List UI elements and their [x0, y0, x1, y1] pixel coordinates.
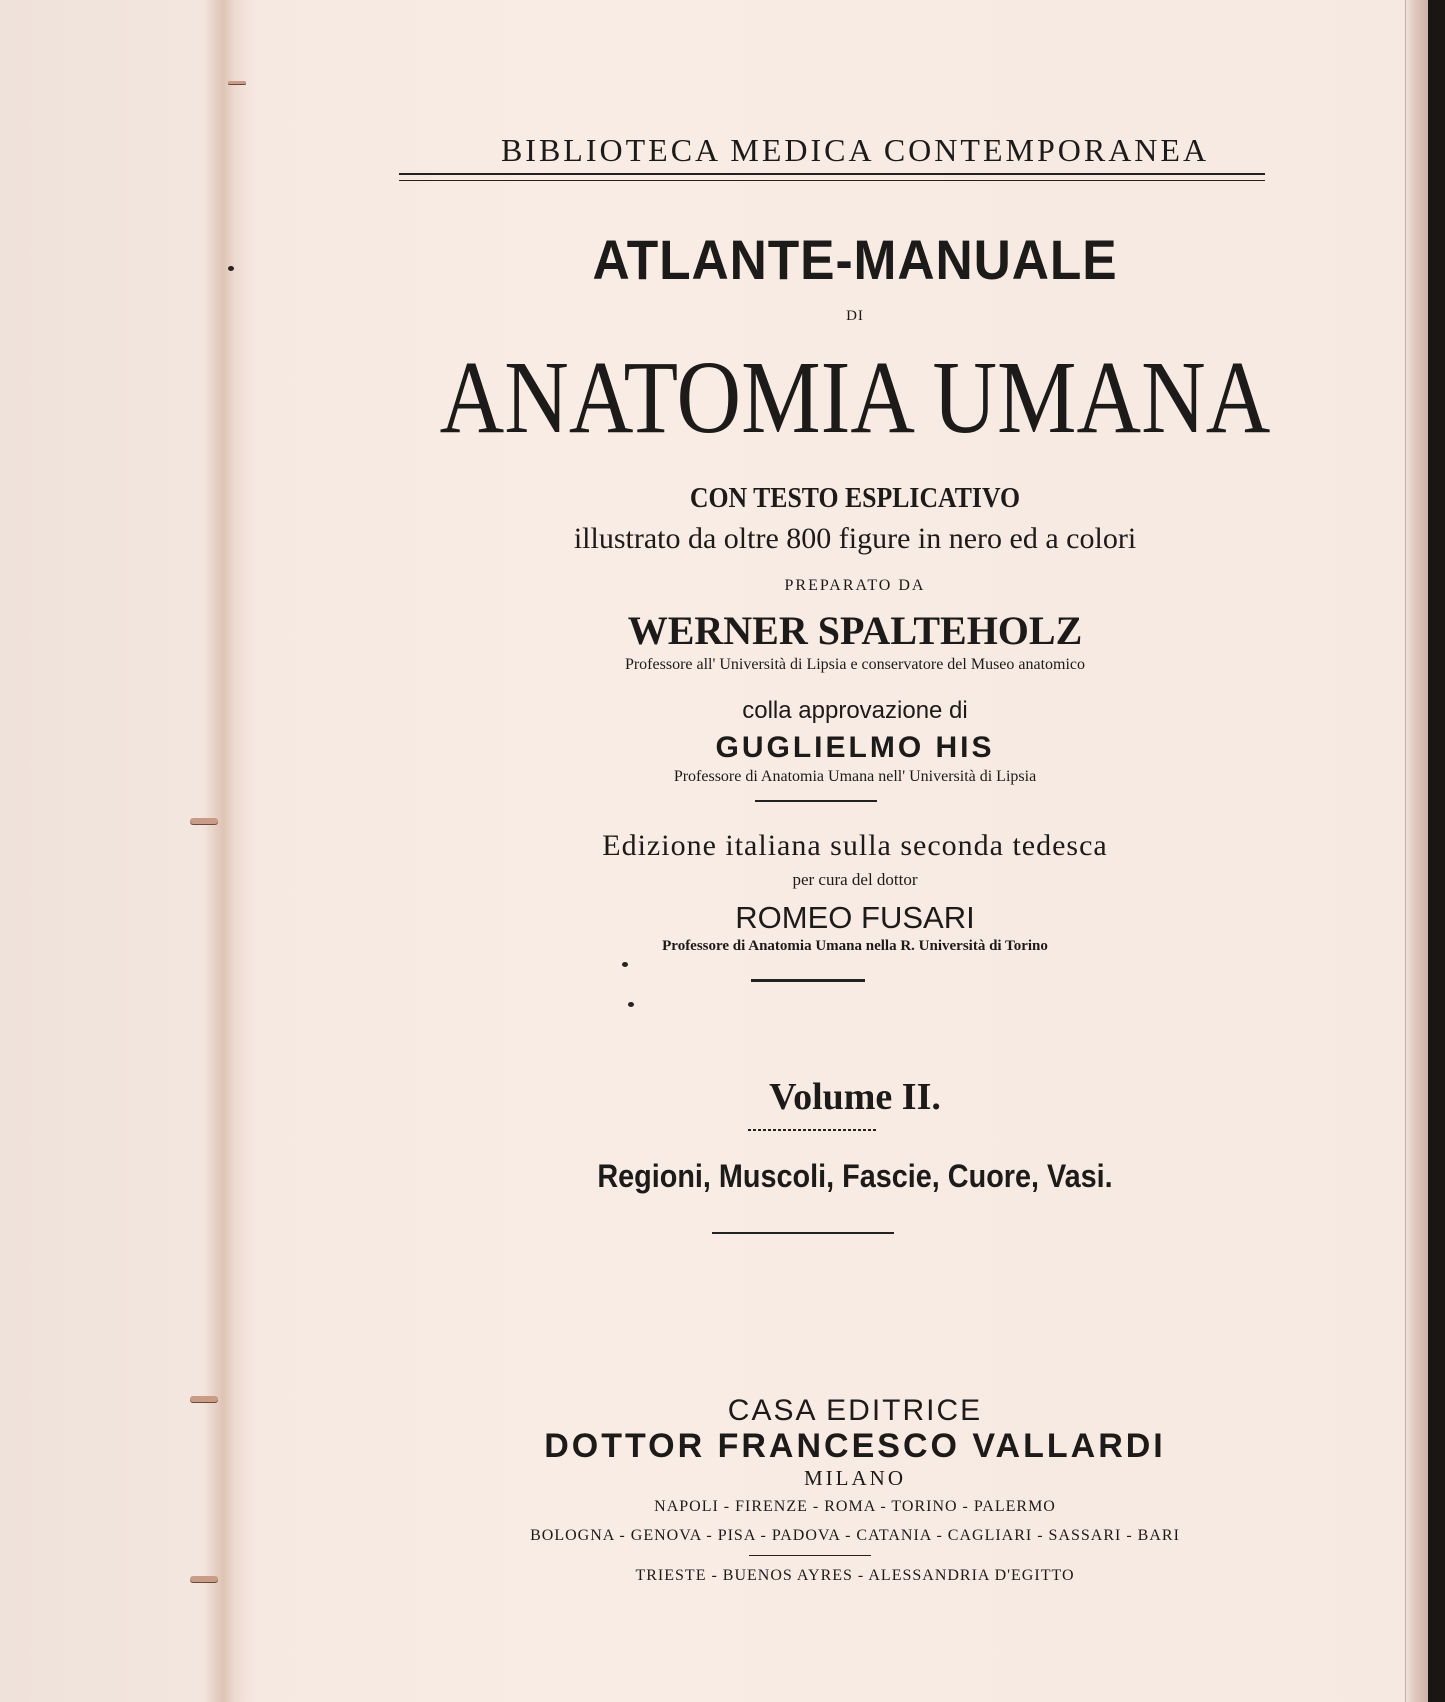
branch-cities-1: NAPOLI - FIRENZE - ROMA - TORINO - PALERMO: [654, 1498, 1056, 1515]
divider: [712, 1232, 894, 1234]
branch-cities-2: BOLOGNA - GENOVA - PISA - PADOVA - CATANIA - CAGLIARI - SASSARI - BARI: [530, 1527, 1180, 1544]
binding-stitch: [190, 1576, 218, 1582]
binding-stitch: [190, 1396, 218, 1402]
publisher-name: DOTTOR FRANCESCO VALLARDI: [544, 1427, 1166, 1465]
editor-intro: per cura del dottor: [792, 870, 918, 889]
approval-line: colla approvazione di: [742, 697, 968, 724]
divider: [755, 800, 877, 802]
title-di: DI: [846, 308, 864, 324]
title-top: ATLANTE-MANUALE: [592, 228, 1118, 291]
series-title: BIBLIOTECA MEDICA CONTEMPORANEA: [500, 132, 1210, 168]
divider: [751, 979, 865, 982]
binding-stitch: [190, 818, 218, 824]
binding-stitch: [228, 81, 246, 84]
illustrated-line: illustrato da oltre 800 figure in nero ed a colori: [573, 522, 1137, 555]
title-main: ANATOMIA UMANA: [439, 340, 1271, 455]
subtitle: CON TESTO ESPLICATIVO: [689, 483, 1021, 514]
editor-name: ROMEO FUSARI: [735, 900, 975, 935]
author-name: WERNER SPALTEHOLZ: [627, 608, 1083, 653]
prepared-by: PREPARATO DA: [784, 577, 926, 594]
publisher-label: CASA EDITRICE: [727, 1394, 983, 1427]
volume-contents: Regioni, Muscoli, Fascie, Cuore, Vasi.: [597, 1158, 1113, 1194]
divider: [749, 1555, 871, 1556]
approver-name: GUGLIELMO HIS: [715, 731, 995, 764]
branch-cities-3: TRIESTE - BUENOS AYRES - ALESSANDRIA D'EGITTO: [635, 1567, 1075, 1584]
ink-speck: [228, 266, 234, 271]
binding-fold: [205, 0, 247, 1702]
page-edge: [1405, 0, 1428, 1702]
author-role: Professore all' Università di Lipsia e conservatore del Museo anatomico: [624, 656, 1086, 673]
series-rule-thin: [399, 180, 1265, 181]
volume-rule: [748, 1129, 876, 1131]
publisher-city: MILANO: [804, 1466, 906, 1490]
editor-role: Professore di Anatomia Umana nella R. Università di Torino: [662, 938, 1048, 954]
volume-label: Volume II.: [769, 1076, 941, 1118]
series-rule: [399, 173, 1265, 175]
approver-role: Professore di Anatomia Umana nell' Università di Lipsia: [673, 768, 1037, 785]
page-content: [355, 0, 1355, 1702]
edition-line: Edizione italiana sulla seconda tedesca: [602, 829, 1108, 862]
